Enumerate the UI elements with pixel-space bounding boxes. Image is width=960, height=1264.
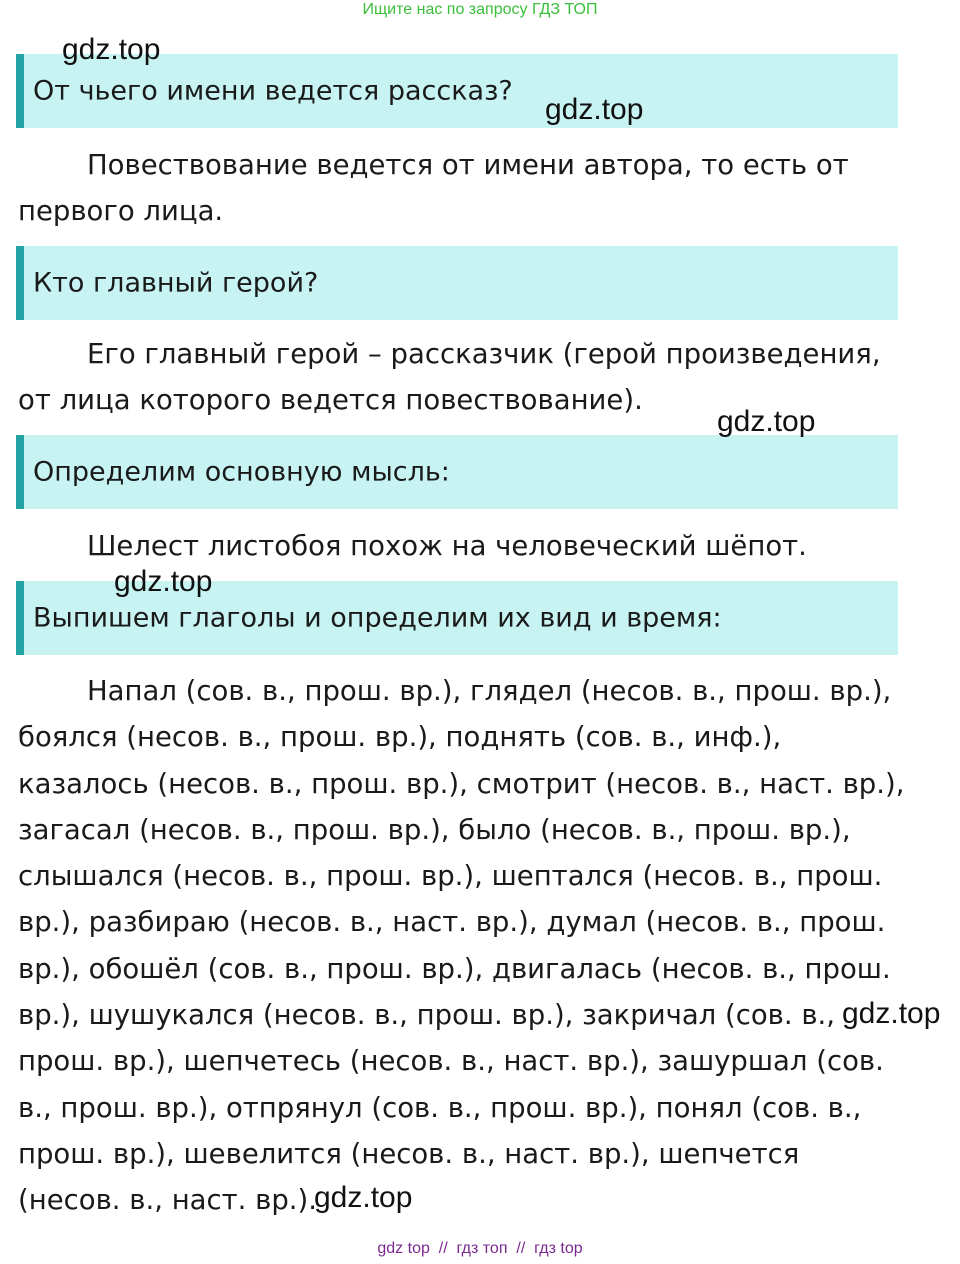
section-title: Кто главный герой? [33, 267, 319, 299]
watermark: gdz.top [717, 405, 816, 438]
answer-paragraph: Шелест листобоя похож на человеческий шёпот. [87, 530, 807, 562]
section-header-hero [16, 246, 898, 320]
watermark: gdz.top [62, 33, 161, 66]
watermark: gdz.top [114, 565, 213, 598]
section-title: От чьего имени ведется рассказ? [33, 75, 513, 107]
answer-paragraph: Его главный герой – рассказчик (герой произведения, от лица которого ведется повествование). [18, 338, 881, 417]
section-title: Выпишем глаголы и определим их вид и время: [33, 602, 722, 634]
answer-paragraph: Напал (сов. в., прош. вр.), глядел (несов. в., прош. вр.), боялся (несов. в., прош. вр.), поднять (сов. в., инф.), казалось (несов. в., прош. вр.), смотрит (несов. в., наст. вр.), загасал (несов. в., прош. вр.), было (несов. в., прош. вр.), слышался (несов. в., прош. вр.), шептался (несов. в., прош. вр.), разбираю (несов. в., наст. вр.), думал (несов. в., прош. вр.), обошёл (сов. в., прош. вр.), двигалась (несов. в., прош. вр.), шушукался (несов. в., прош. вр.), закричал (сов. в., прош. вр.), шепчетесь (несов. в., наст. вр.), зашуршал (сов. в., прош. вр.), отпрянул (сов. в., прош. вр.), понял (сов. в., прош. вр.), шевелится (несов. в., наст. вр.), шепчется (несов. в., наст. вр.). [18, 675, 905, 1217]
answer-paragraph: Повествование ведется от имени автора, то есть от первого лица. [18, 149, 849, 228]
section-title: Определим основную мысль: [33, 456, 450, 488]
watermark: gdz.top [842, 997, 941, 1030]
watermark: gdz.top [314, 1181, 413, 1214]
section-header-main-idea [16, 435, 898, 509]
footer-links: gdz top // гдз топ // гдз top [377, 1240, 583, 1257]
top-banner: Ищите нас по запросу ГДЗ ТОП [362, 1, 598, 18]
watermark: gdz.top [545, 93, 644, 126]
